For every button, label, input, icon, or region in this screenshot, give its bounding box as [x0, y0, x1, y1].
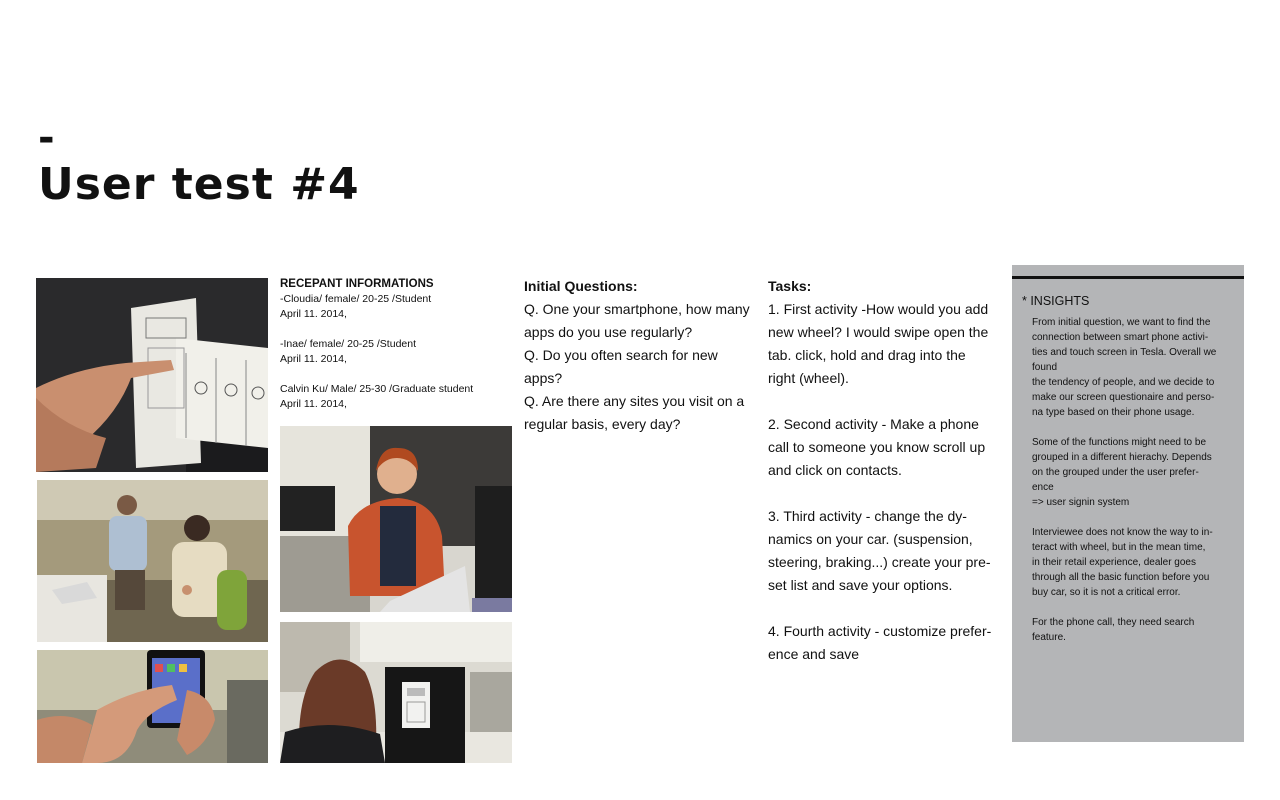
photo-interview-men — [37, 480, 268, 642]
task-line: 4. Fourth activity - customize prefer- — [768, 623, 992, 639]
tasks-heading: Tasks: — [768, 278, 812, 294]
question-line: Q. Are there any sites you visit on a — [524, 393, 745, 409]
insight-line: ence — [1032, 482, 1054, 493]
recepant-date-1: April 11. 2014, — [280, 308, 347, 320]
recepant-date-3: April 11. 2014, — [280, 398, 347, 410]
question-line: apps? — [524, 370, 563, 386]
questions-heading: Initial Questions: — [524, 278, 638, 294]
title-dash: - — [38, 115, 55, 161]
recepant-info-1: -Cloudia/ female/ 20-25 /Student — [280, 293, 432, 305]
insight-line: Interviewee does not know the way to in- — [1032, 527, 1213, 538]
task-line: 3. Third activity - change the dy- — [768, 508, 967, 524]
task-3 — [768, 505, 1004, 597]
insight-line: For the phone call, they need search — [1032, 617, 1195, 628]
task-4 — [768, 620, 1004, 666]
insight-line: through all the basic function before you — [1032, 572, 1210, 583]
insight-line: make our screen questionaire and perso- — [1032, 392, 1215, 403]
insight-line: Some of the functions might need to be — [1032, 437, 1206, 448]
task-line: right (wheel). — [768, 370, 849, 386]
photo-paper-prototype — [36, 278, 268, 472]
insight-line: => user signin system — [1032, 497, 1130, 508]
recepant-heading: RECEPANT INFORMATIONS — [280, 278, 434, 290]
insight-line: the tendency of people, and we decide to — [1032, 377, 1215, 388]
task-line: steering, braking...) create your pre- — [768, 554, 991, 570]
insight-line: in their retail experience, dealer goes — [1032, 557, 1196, 568]
photo-paper-phone — [280, 622, 512, 763]
photo-interview-woman — [280, 426, 512, 612]
task-line: 2. Second activity - Make a phone — [768, 416, 979, 432]
insight-line: teract with wheel, but in the mean time, — [1032, 542, 1206, 553]
page-title: User test #4 — [38, 159, 360, 210]
recepant-info-3: Calvin Ku/ Male/ 25-30 /Graduate student — [280, 383, 474, 395]
recepant-info-2: -Inae/ female/ 20-25 /Student — [280, 338, 417, 350]
insights-heading: * INSIGHTS — [1022, 294, 1090, 308]
insight-line: na type based on their phone usage. — [1032, 407, 1195, 418]
insight-line: From initial question, we want to find the — [1032, 317, 1211, 328]
initial-questions — [524, 275, 760, 436]
task-line: set list and save your options. — [768, 577, 953, 593]
task-1 — [768, 298, 1004, 390]
insight-line: ties and touch screen in Tesla. Overall we — [1032, 347, 1217, 358]
insight-line: grouped in a different hierachy. Depends — [1032, 452, 1212, 463]
task-line: new wheel? I would swipe open the — [768, 324, 989, 340]
insight-line: buy car, so it is not a critical error. — [1032, 587, 1181, 598]
task-line: 1. First activity -How would you add — [768, 301, 989, 317]
recepant-info — [280, 276, 512, 412]
insights-panel — [1012, 265, 1244, 742]
question-line: Q. Do you often search for new — [524, 347, 718, 363]
insight-line: connection between smart phone activi- — [1032, 332, 1209, 343]
task-line: and click on contacts. — [768, 462, 902, 478]
photo-phone-hands — [37, 650, 268, 763]
insights-divider — [1012, 276, 1244, 279]
task-line: call to someone you know scroll up — [768, 439, 986, 455]
task-line: tab. click, hold and drag into the — [768, 347, 966, 363]
insights-body — [1032, 315, 1232, 645]
tasks — [768, 275, 1004, 666]
insight-line: feature. — [1032, 632, 1066, 643]
question-line: regular basis, every day? — [524, 416, 681, 432]
recepant-date-2: April 11. 2014, — [280, 353, 347, 365]
task-line: ence and save — [768, 646, 860, 662]
insight-line: found — [1032, 362, 1058, 373]
insight-line: on the grouped under the user prefer- — [1032, 467, 1199, 478]
question-line: Q. One your smartphone, how many — [524, 301, 750, 317]
task-2 — [768, 413, 1004, 482]
task-line: namics on your car. (suspension, — [768, 531, 973, 547]
question-line: apps do you use regularly? — [524, 324, 693, 340]
